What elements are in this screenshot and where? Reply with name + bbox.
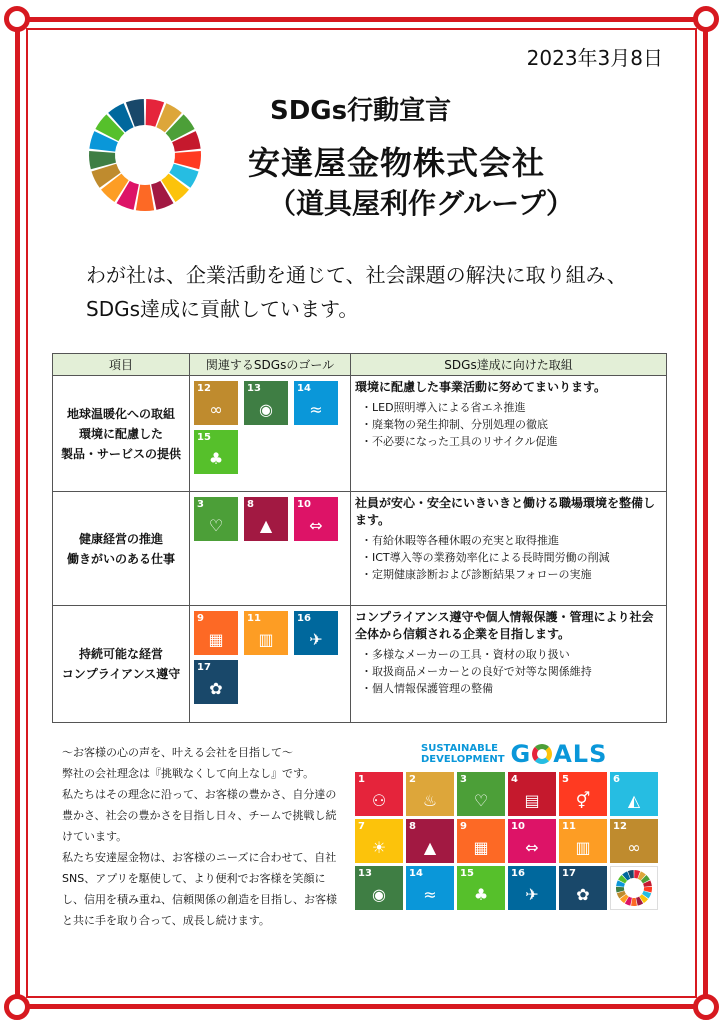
sdg-goal-13-tile <box>244 381 288 425</box>
city-icon: ▥ <box>575 838 591 857</box>
sdg-goal-4-tile <box>508 772 556 816</box>
sdg-goal-8-tile <box>406 819 454 863</box>
sdg-wheel-tile <box>610 866 658 910</box>
goal-number: 9 <box>197 613 204 624</box>
sun-icon: ☀ <box>371 838 387 857</box>
sdg-table <box>52 353 667 723</box>
intro-text <box>86 258 627 326</box>
people-icon: ⚇ <box>371 791 387 810</box>
goal-number: 11 <box>562 821 576 832</box>
logo-line2: DEVELOPMENT <box>421 754 505 765</box>
cubes-icon: ▦ <box>208 630 224 649</box>
table-row <box>53 492 667 606</box>
bowl-icon: ♨ <box>422 791 438 810</box>
eye-globe-icon: ◉ <box>372 885 386 904</box>
goal-number: 11 <box>247 613 261 624</box>
sdg-goal-5-tile <box>559 772 607 816</box>
goal-number: 8 <box>247 499 254 510</box>
sdg-goal-6-tile <box>610 772 658 816</box>
sdg-goal-1-tile <box>355 772 403 816</box>
action-item: ・ICT導入等の業務効率化による長時間労働の削減 <box>361 551 610 564</box>
goals-cell <box>190 606 351 723</box>
closing-line: 私たち安達屋金物は、お客様のニーズに合わせて、自社SNS、アプリを駆使して、より便利でお客様を笑顔にし、信用を積み重ね、信頼関係の創造を目指し、お客様と共に手を取り合って、成長し続けます。 <box>62 851 337 927</box>
goal-number: 5 <box>562 774 569 785</box>
heartbeat-icon: ♡ <box>208 516 224 535</box>
sustainable-development-goals-logo <box>421 742 607 766</box>
goal-number: 15 <box>460 868 474 879</box>
sdg-goal-2-tile <box>406 772 454 816</box>
goal-number: 6 <box>613 774 620 785</box>
wheel-segment <box>631 898 637 906</box>
actions-cell <box>351 606 667 723</box>
sdg-goal-10-tile <box>508 819 556 863</box>
sdg-goal-8-tile <box>244 497 288 541</box>
action-item: ・個人情報保護管理の整備 <box>361 682 493 695</box>
sdg-goal-12-tile <box>194 381 238 425</box>
tree-icon: ♣ <box>473 885 489 904</box>
goal-number: 3 <box>460 774 467 785</box>
closing-line: ～お客様の心の声を、叶える会社を目指して～ <box>62 746 293 759</box>
logo-goals-word: G ALS <box>510 740 608 768</box>
goal-number: 2 <box>409 774 416 785</box>
date: 2023年3月8日 <box>526 46 663 70</box>
table-row <box>53 606 667 723</box>
sdg-goal-9-tile <box>194 611 238 655</box>
closing-line: 弊社の会社理念は『挑戦なくして向上なし』です。 <box>62 767 315 780</box>
action-item: ・多様なメーカーの工具・資材の取り扱い <box>361 648 570 661</box>
sdg-goal-16-tile <box>294 611 338 655</box>
wheel-icon <box>532 744 552 764</box>
gender-icon: ⚥ <box>575 791 591 810</box>
sdg-goal-12-tile <box>610 819 658 863</box>
goal-number: 7 <box>358 821 365 832</box>
action-heading: 社員が安心・安全にいきいきと働ける職場環境を整備します。 <box>355 496 656 527</box>
cubes-icon: ▦ <box>473 838 489 857</box>
wheel-icon <box>611 867 657 909</box>
header-item: 項目 <box>53 354 190 376</box>
fish-icon: ≈ <box>309 400 323 419</box>
goal-number: 16 <box>297 613 311 624</box>
infinity-icon: ∞ <box>627 838 641 857</box>
goal-number: 10 <box>511 821 525 832</box>
goal-number: 8 <box>409 821 416 832</box>
sdgs-wheel-logo <box>88 98 202 212</box>
sdg-goal-7-tile <box>355 819 403 863</box>
action-heading: 環境に配慮した事業活動に努めてまいります。 <box>355 380 607 394</box>
item-line: 持続可能な経営 <box>78 647 163 661</box>
equality-icon: ⇔ <box>309 516 323 535</box>
sdg-goal-3-tile <box>457 772 505 816</box>
closing-message <box>62 742 340 931</box>
item-line: コンプライアンス遵守 <box>61 667 181 681</box>
tree-icon: ♣ <box>208 449 224 468</box>
flower-icon: ✿ <box>209 679 223 698</box>
corner-ornament <box>693 994 719 1020</box>
corner-ornament <box>693 6 719 32</box>
corner-ornament <box>4 6 30 32</box>
growth-chart-icon: ▲ <box>423 838 437 857</box>
action-item: ・定期健康診断および診断結果フォローの実施 <box>361 568 592 581</box>
sdg-goal-16-tile <box>508 866 556 910</box>
goals-cell <box>190 376 351 492</box>
actions-cell <box>351 376 667 492</box>
action-item: ・取扱商品メーカーとの良好で対等な関係維持 <box>361 665 592 678</box>
item-line: 製品・サービスの提供 <box>60 446 181 461</box>
goal-number: 14 <box>297 383 311 394</box>
goal-number: 17 <box>562 868 576 879</box>
group-name: （道具屋利作グループ） <box>268 187 575 220</box>
header-goals: 関連するSDGsのゴール <box>190 354 351 376</box>
sdg-goal-17-tile <box>194 660 238 704</box>
action-item: ・LED照明導入による省エネ推進 <box>361 401 526 414</box>
action-item: ・不必要になった工具のリサイクル促進 <box>361 435 558 448</box>
growth-chart-icon: ▲ <box>259 516 273 535</box>
wheel-segment <box>136 185 154 211</box>
closing-line: 私たちはその理念に沿って、お客様の豊かさ、自分達の豊かさ、社会の豊かさを目指し日々、チームで挑戦し続けています。 <box>62 788 337 843</box>
logo-line1: SUSTAINABLE <box>421 743 498 754</box>
item-cell <box>53 376 190 492</box>
dove-icon: ✈ <box>309 630 323 649</box>
dove-icon: ✈ <box>525 885 539 904</box>
sdg-goal-15-tile <box>457 866 505 910</box>
header-actions: SDGs達成に向けた取組 <box>351 354 667 376</box>
actions-cell <box>351 492 667 606</box>
sdg-goal-14-tile <box>294 381 338 425</box>
table-row <box>53 376 667 492</box>
item-line: 働きがいのある仕事 <box>66 551 175 566</box>
goal-number: 14 <box>409 868 423 879</box>
action-heading: コンプライアンス遵守や個人情報保護・管理により社会全体から信頼される企業を目指します。 <box>355 610 654 641</box>
goal-number: 10 <box>297 499 311 510</box>
page-title: SDGs行動宣言 <box>270 96 452 126</box>
goal-number: 12 <box>197 383 211 394</box>
goal-number: 4 <box>511 774 518 785</box>
intro-line: SDGs達成に貢献しています。 <box>86 297 359 321</box>
sdg-goal-3-tile <box>194 497 238 541</box>
eye-globe-icon: ◉ <box>259 400 273 419</box>
fish-icon: ≈ <box>423 885 437 904</box>
sdg-goal-11-tile <box>244 611 288 655</box>
goal-number: 13 <box>358 868 372 879</box>
item-line: 健康経営の推進 <box>78 531 163 546</box>
item-line: 地球温暖化への取組 <box>66 406 175 421</box>
goal-number: 16 <box>511 868 525 879</box>
infinity-icon: ∞ <box>209 400 223 419</box>
sdg-goal-10-tile <box>294 497 338 541</box>
goal-number: 9 <box>460 821 467 832</box>
goal-number: 12 <box>613 821 627 832</box>
sdg-goal-15-tile <box>194 430 238 474</box>
goals-cell <box>190 492 351 606</box>
item-cell <box>53 606 190 723</box>
intro-line: わが社は、企業活動を通じて、社会課題の解決に取り組み、 <box>86 263 627 287</box>
equality-icon: ⇔ <box>525 838 539 857</box>
goal-number: 15 <box>197 432 211 443</box>
sdg-goal-17-tile <box>559 866 607 910</box>
city-icon: ▥ <box>258 630 274 649</box>
company-name: 安達屋金物株式会社 <box>248 144 546 182</box>
sdg-goal-9-tile <box>457 819 505 863</box>
flower-icon: ✿ <box>576 885 590 904</box>
corner-ornament <box>4 994 30 1020</box>
goal-number: 13 <box>247 383 261 394</box>
water-drop-icon: ◭ <box>627 791 641 810</box>
sdg-goals-grid <box>355 772 659 910</box>
goal-number: 17 <box>197 662 211 673</box>
book-icon: ▤ <box>524 791 540 810</box>
heartbeat-icon: ♡ <box>473 791 489 810</box>
sdg-goal-11-tile <box>559 819 607 863</box>
goal-number: 3 <box>197 499 204 510</box>
sdg-goal-14-tile <box>406 866 454 910</box>
action-item: ・有給休暇等各種休暇の充実と取得推進 <box>361 534 559 547</box>
sdg-goal-13-tile <box>355 866 403 910</box>
action-item: ・廃棄物の発生抑制、分別処理の徹底 <box>361 418 548 431</box>
item-cell <box>53 492 190 606</box>
item-line: 環境に配慮した <box>78 426 163 441</box>
goal-number: 1 <box>358 774 365 785</box>
